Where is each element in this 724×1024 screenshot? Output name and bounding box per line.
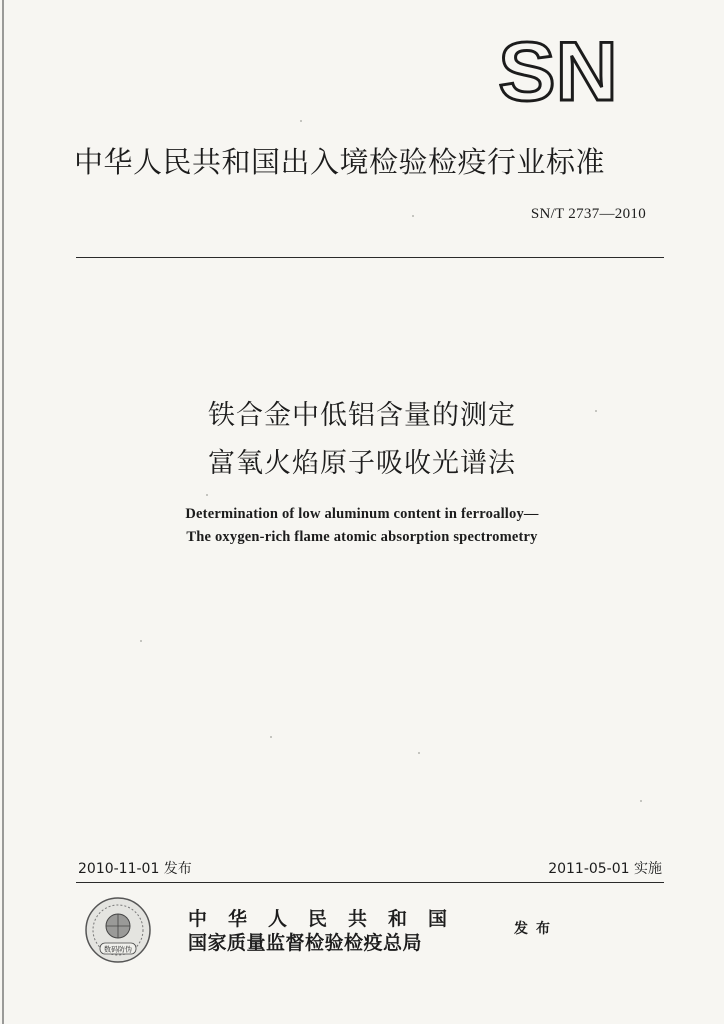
scan-speck: [300, 120, 302, 122]
implementation-date: 2011-05-01 实施: [548, 861, 662, 877]
sn-logo-text: SN: [498, 32, 618, 108]
issue-date: 2010-11-01 发布: [78, 861, 192, 877]
issuer-line-2: 国家质量监督检验检疫总局: [188, 932, 423, 954]
header-divider: [76, 257, 664, 258]
release-label: 发布: [514, 921, 558, 937]
sn-logo: [484, 32, 632, 108]
footer-divider: [76, 882, 664, 883]
standard-number: SN/T 2737—2010: [530, 206, 646, 222]
chinese-title-line-2: 富氧火焰原子吸收光谱法: [208, 448, 516, 479]
seal-text: 数码防伪: [104, 945, 132, 954]
scan-speck: [640, 800, 642, 802]
chinese-title-line-1: 铁合金中低铝含量的测定: [208, 400, 516, 431]
issuer-line-1: 中华人民共和国: [188, 908, 469, 930]
scan-speck: [206, 494, 208, 496]
scan-speck: [412, 215, 414, 217]
english-title-line-1: Determination of low aluminum content in ferroalloy—: [185, 506, 539, 522]
organization-title: 中华人民共和国出入境检验检疫行业标准: [74, 145, 606, 179]
scan-speck: [418, 752, 420, 754]
scan-speck: [595, 410, 597, 412]
scan-speck: [270, 736, 272, 738]
anti-counterfeit-seal: [84, 896, 152, 964]
scan-speck: [140, 640, 142, 642]
english-title-line-2: The oxygen-rich flame atomic absorption spectrometry: [186, 529, 538, 545]
